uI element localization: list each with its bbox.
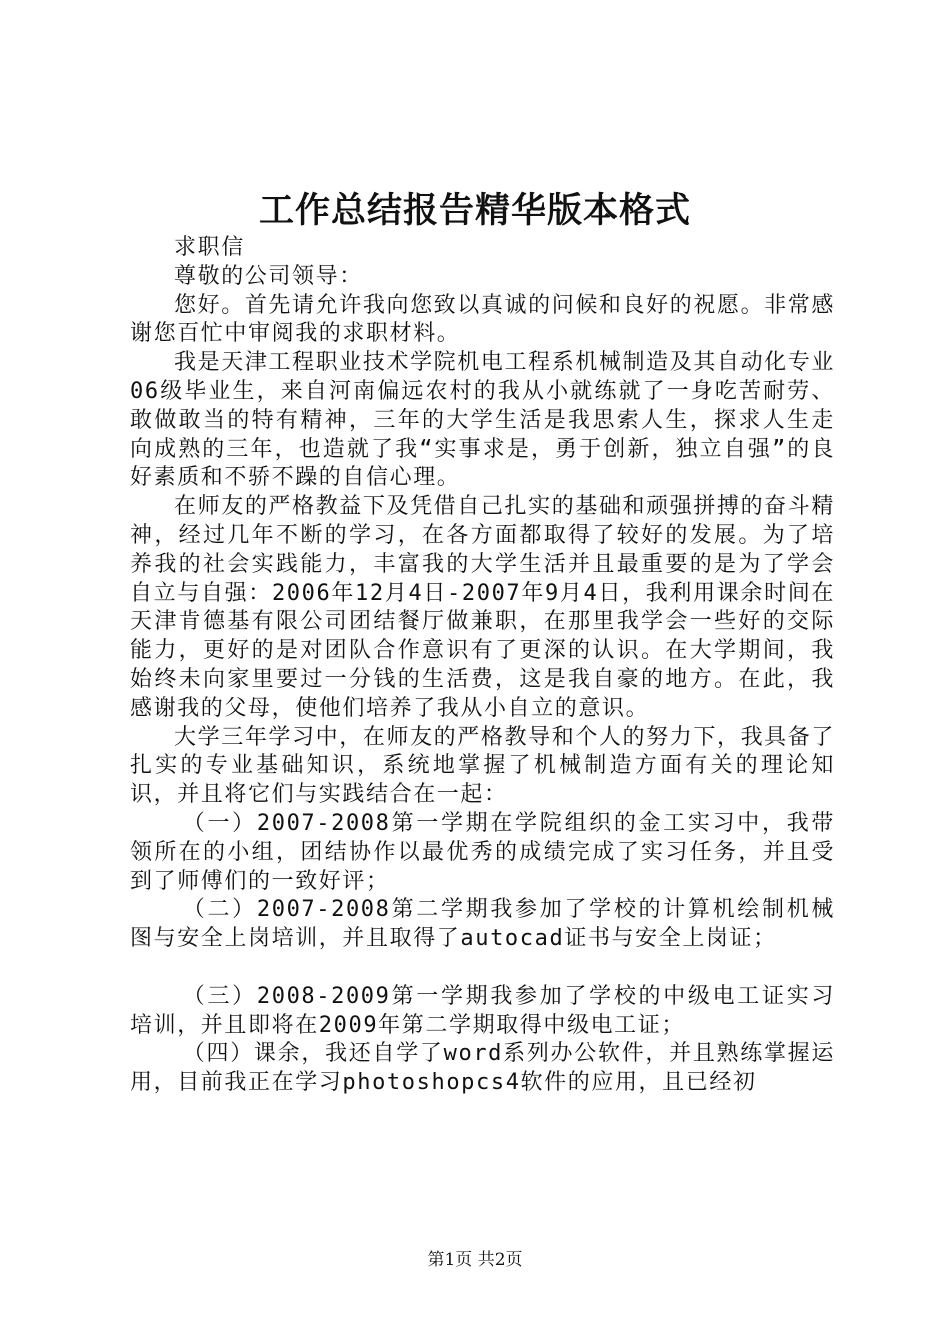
paragraph-spacer [130,954,835,983]
paragraph-salutation: 尊敬的公司领导： [174,263,363,289]
page-footer: 第1页 共2页 [427,1250,523,1270]
document-title: 工作总结报告精华版本格式 [258,190,691,231]
paragraph-experience: 在师友的严格教益下及凭借自己扎实的基础和顽强拼搏的奋斗精神，经过几年不断的学习，在各方面都取得了较好的发展。为了培养我的社会实践能力，丰富我的大学生活并且最重要的是为了学会自立与自强：2006年12月4日-2007年9月4日，我利用课余时间在天津肯德基有限公司团结餐厅做兼职，在那里我学会一些好的交际能力，更好的是对团队合作意识有了更深的认识。在大学期间，我始终未向家里要过一分钱的生活费，这是我自豪的地方。在此，我感谢我的父母，使他们培养了我从小自立的意识。 [130,494,835,721]
document-body [130,234,835,1098]
paragraph-item-4: （四）课余，我还自学了word系列办公软件，并且熟练掌握运用，目前我正在学习photoshopcs4软件的应用，且已经初 [130,1041,835,1096]
paragraph-item-1: （一）2007-2008第一学期在学院组织的金工实习中，我带领所在的小组，团结协作以最优秀的成绩完成了实习任务，并且受到了师傅们的一致好评； [130,810,835,894]
paragraph-item-2: （二）2007-2008第二学期我参加了学校的计算机绘制机械图与安全上岗培训，并且取得了autocad证书与安全上岗证； [130,897,835,952]
paragraph-introduction: 我是天津工程职业技术学院机电工程系机械制造及其自动化专业06级毕业生，来自河南偏远农村的我从小就练就了一身吃苦耐劳、敢做敢当的特有精神，三年的大学生活是我思索人生，探求人生走向成熟的三年，也造就了我“实事求是，勇于创新，独立自强”的良好素质和不骄不躁的自信心理。 [130,350,835,491]
paragraph-item-3: （三）2008-2009第一学期我参加了学校的中级电工证实习培训，并且即将在2009年第二学期取得中级电工证； [130,983,835,1038]
paragraph-heading: 求职信 [174,235,245,260]
paragraph-greeting: 您好。首先请允许我向您致以真诚的问候和良好的祝愿。非常感谢您百忙中审阅我的求职材料。 [130,292,835,347]
paragraph-study: 大学三年学习中，在师友的严格教导和个人的努力下，我具备了扎实的专业基础知识，系统地掌握了机械制造方面有关的理论知识，并且将它们与实践结合在一起： [130,724,835,808]
